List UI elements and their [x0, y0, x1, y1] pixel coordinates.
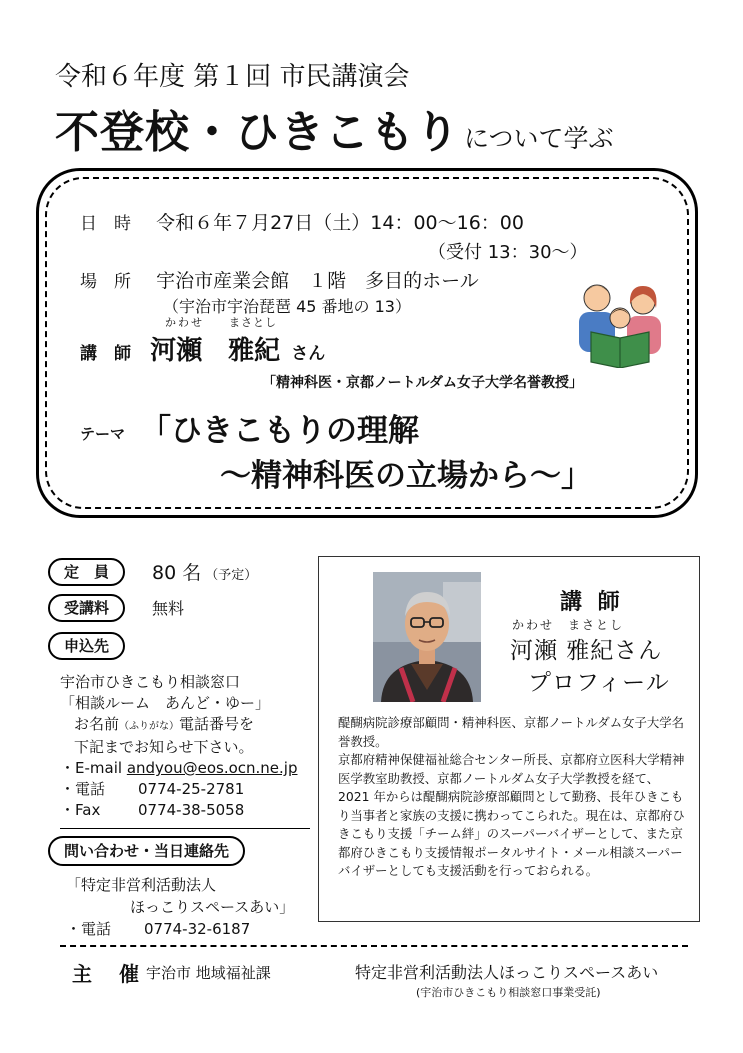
fee-value: 無料 — [152, 599, 185, 618]
profile-name-ruby: かわせ まさとし — [512, 618, 625, 632]
lecturer-title: 「精神科医・京都ノートルダム女子大学名誉教授」 — [262, 375, 584, 391]
apply-instruction-1 — [60, 714, 297, 737]
venue-address: （宇治市宇治琵琶 45 番地の 13） — [163, 297, 411, 316]
apply-details — [60, 672, 297, 821]
host-organization-1: 宇治市 地域福祉課 — [146, 964, 271, 982]
event-title-suffix: について学ぶ — [464, 124, 614, 153]
capacity-value — [152, 558, 257, 585]
host-label: 主 催 — [72, 962, 149, 986]
inquiry-details — [66, 874, 294, 940]
tel-label: ・電話 — [60, 780, 106, 798]
apply-fax — [60, 800, 297, 821]
inquiry-tel-value: 0774-32-6187 — [144, 920, 251, 938]
lecturer-label: 講 師 — [80, 344, 131, 364]
lecturer-ruby-given: まさとし — [229, 316, 277, 329]
apply-divider — [60, 828, 310, 829]
lecturer-name: 河瀬 雅紀 — [150, 336, 281, 366]
capacity-number: 80 名 — [152, 562, 202, 584]
inquiry-org-1: 「特定非営利活動法人 — [66, 876, 217, 894]
lecturer-ruby-family: かわせ — [165, 316, 204, 329]
inquiry-label: 問い合わせ・当日連絡先 — [48, 836, 245, 866]
apply-instruction-2: 下記までお知らせ下さい。 — [74, 738, 254, 756]
profile-heading: 講 師 — [560, 590, 624, 615]
profile-paragraph-2: 京都府精神保健福祉総合センター所長、京都府立医科大学精神医学教室助教授、京都ノートルダム女子大学教授を経て、2021 年からは醍醐病院診療部顧問として勤務、長年ひきこもり当事者と家族の支援に携わってこられた。現在は、京都府ひきこもり支援「チーム絆」のスーパーバイザーとして、また京都府ひきこもり支援情報ポータルサイト・メール相談スーパーバイザーとしても支援活動を行っておられる。 — [338, 752, 685, 878]
family-reading-illustration — [567, 272, 671, 368]
date-value: 令和６年７月27日（土）14：00〜16：00 — [156, 212, 524, 234]
lecturer-honorific: さん — [291, 344, 326, 364]
inquiry-org-2: ほっこりスペースあい」 — [130, 898, 295, 916]
profile-name: 河瀬 雅紀さん — [510, 638, 663, 664]
lecturer-row — [80, 330, 325, 367]
fax-label: ・Fax — [60, 801, 101, 819]
footer-divider — [60, 945, 688, 947]
theme-line-1: 「ひきこもりの理解 — [140, 413, 419, 449]
profile-subheading: プロフィール — [528, 670, 670, 696]
apply-label: 申込先 — [48, 632, 125, 660]
event-title — [55, 96, 614, 160]
apply-org: 宇治市ひきこもり相談窓口 — [60, 673, 241, 691]
reception-time: （受付 13：30〜） — [428, 242, 588, 263]
venue-label: 場 所 — [80, 272, 131, 292]
theme-label: テーマ — [80, 425, 126, 443]
email-link[interactable]: andyou@eos.ocn.ne.jp — [126, 759, 298, 777]
apply-instruction-phone: 電話番号を — [179, 715, 255, 733]
capacity-label: 定 員 — [48, 558, 125, 586]
theme-line-2: 〜精神科医の立場から〜」 — [220, 458, 592, 494]
profile-paragraph-1: 醍醐病院診療部顧問・精神科医、京都ノートルダム女子大学名誉教授。 — [338, 715, 685, 749]
host-organization-2: 特定非営利活動法人ほっこりスペースあい — [355, 963, 659, 982]
date-label: 日 時 — [80, 214, 131, 234]
inquiry-tel — [66, 918, 294, 940]
profile-text — [338, 714, 690, 881]
fax-value: 0774-38-5058 — [138, 801, 245, 819]
email-label: ・E-mail — [60, 759, 123, 777]
event-subtitle: 令和６年度 第１回 市民講演会 — [55, 62, 410, 92]
fee-label: 受講料 — [48, 594, 125, 622]
tel-value: 0774-25-2781 — [138, 780, 245, 798]
apply-instruction-furigana: （ふりがな） — [119, 721, 180, 732]
venue-value: 宇治市産業会館 １階 多目的ホール — [156, 270, 479, 292]
host-organization-2-note: (宇治市ひきこもり相談窓口事業受託) — [416, 986, 601, 999]
apply-room: 「相談ルーム あんど・ゆー」 — [60, 694, 271, 712]
event-title-main: 不登校・ひきこもり — [55, 107, 460, 158]
apply-email — [60, 758, 297, 779]
apply-instruction-name: お名前 — [74, 715, 120, 733]
lecturer-photo — [373, 572, 481, 702]
venue-row — [80, 266, 479, 293]
date-row — [80, 208, 524, 235]
apply-tel — [60, 779, 297, 800]
inquiry-tel-label: ・電話 — [66, 920, 112, 938]
capacity-note: （予定） — [205, 568, 258, 583]
